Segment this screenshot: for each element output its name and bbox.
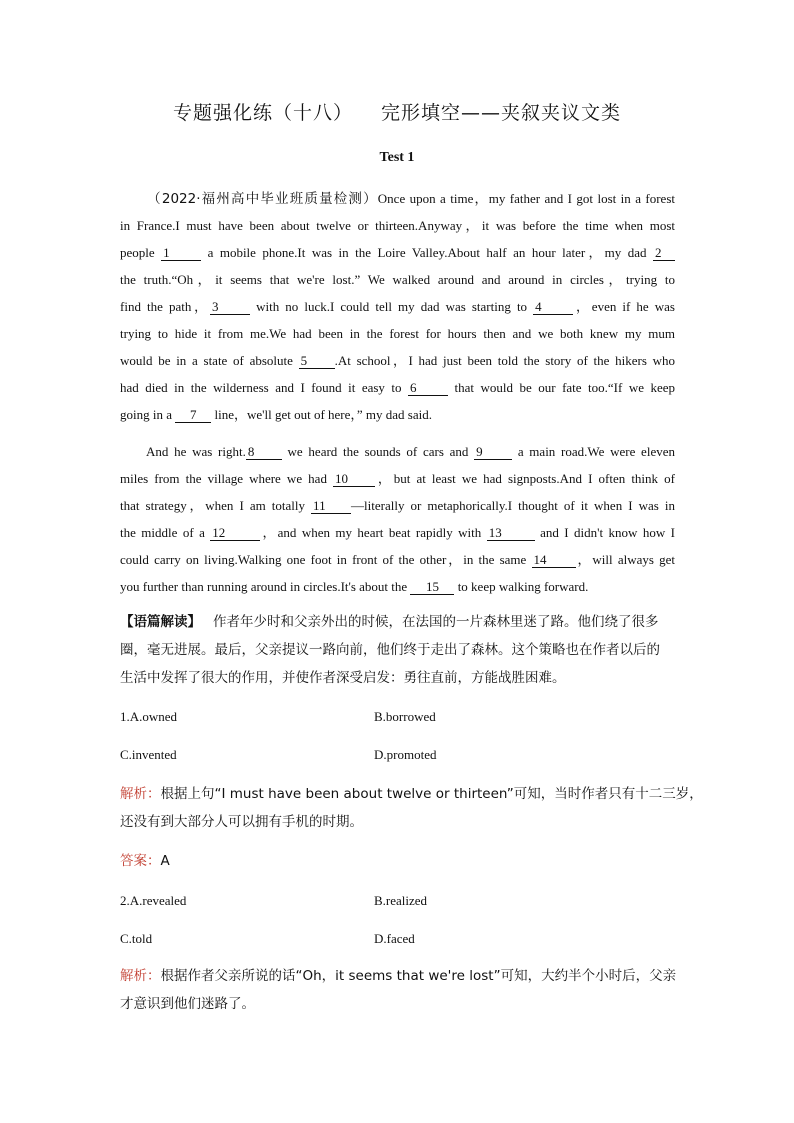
- analysis-label: 解析：: [120, 968, 161, 984]
- blank-12: 12: [210, 525, 260, 541]
- passage-line: would be in a state of absolute 5 .At school，I had just been told the story of the hikers who: [120, 353, 675, 368]
- blank-15: 15: [410, 579, 454, 595]
- source-note: （2022·福州高中毕业班质量检测）: [146, 191, 378, 207]
- passage-line: that strategy，when I am totally 11 —literally or metaphorically.I thought of it when I was in: [120, 498, 675, 513]
- option-1c: C.invented: [120, 747, 177, 762]
- passage-line: （2022·福州高中毕业班质量检测）Once upon a time，my father and I got lost in a forest: [146, 191, 675, 207]
- question-2-analysis: 解析：根据作者父亲所说的话“Oh，it seems that we're lost”可知，大约半个小时后，父亲 才意识到他们迷路了。: [120, 968, 677, 1012]
- option-1a: 1.A.owned: [120, 709, 178, 724]
- blank-1: 1: [161, 245, 201, 261]
- blank-14: 14: [532, 552, 576, 568]
- summary-label: 【语篇解读】: [120, 614, 201, 630]
- answer-label: 答案：: [120, 853, 161, 869]
- passage-line: going in a 7 line，we'll get out of here，” my dad said.: [120, 407, 433, 422]
- option-1b: B.borrowed: [374, 709, 436, 724]
- blank-4: 4: [533, 299, 573, 315]
- passage-summary: 【语篇解读】 作者年少时和父亲外出的时候，在法国的一片森林里迷了路。他们绕了很多 圈，毫无进展。最后，父亲提议一路向前，他们终于走出了森林。这个策略也在作者以后的 生活中发挥了很大的作用，并使作者深受启发：勇往直前，方能战胜困难。: [120, 614, 660, 686]
- blank-8: 8: [246, 444, 282, 460]
- passage-line: the middle of a 12 ，and when my heart beat rapidly with 13 and I didn't know how I: [120, 525, 675, 540]
- passage-line: miles from the village where we had 10 ，but at least we had signposts.And I often think of: [120, 471, 675, 486]
- option-2a: 2.A.revealed: [120, 893, 187, 908]
- title-topic: 完形填空——夹叙夹议文类: [381, 102, 622, 124]
- blank-10: 10: [333, 471, 375, 487]
- passage-line: the truth.“Oh，it seems that we're lost.” We walked around and around in circles，trying to: [120, 272, 675, 287]
- answer-value: A: [160, 853, 170, 869]
- passage-paragraph-2: [120, 438, 675, 600]
- blank-7: 7: [175, 407, 211, 423]
- option-2d: D.faced: [374, 931, 415, 946]
- passage-line: had died in the wilderness and I found it easy to 6 that would be our fate too.“If we keep: [120, 380, 675, 395]
- passage-line: And he was right. 8 we heard the sounds of cars and 9 a main road.We were eleven: [146, 444, 675, 459]
- option-1d: D.promoted: [374, 747, 437, 762]
- blank-9: 9: [474, 444, 512, 460]
- analysis-label: 解析：: [120, 786, 161, 802]
- blank-11: 11: [311, 498, 351, 514]
- title-series: 专题强化练（十八）: [172, 102, 353, 124]
- passage-paragraph-1: [120, 185, 675, 428]
- blank-13: 13: [487, 525, 535, 541]
- question-2-options: [120, 891, 680, 967]
- blank-2: 2: [653, 245, 675, 261]
- blank-3: 3: [210, 299, 250, 315]
- option-2c: C.told: [120, 931, 153, 946]
- test-heading: Test 1: [379, 150, 415, 165]
- question-1-answer: [120, 847, 680, 875]
- option-2b: B.realized: [374, 893, 428, 908]
- question-1-options: [120, 707, 680, 783]
- blank-6: 6: [408, 380, 448, 396]
- page-title: [0, 98, 794, 125]
- passage-line: could carry on living.Walking one foot in front of the other，in the same 14 ，will always get: [120, 552, 675, 567]
- passage-line: you further than running around in circles.It's about the 15 to keep walking forward.: [120, 579, 589, 594]
- question-1-analysis: 解析：根据上句“I must have been about twelve or thirteen”可知，当时作者只有十二三岁， 还没有到大部分人可以拥有手机的时期。: [120, 786, 703, 830]
- passage-line: find the path， 3 with no luck.I could tell my dad was starting to 4 ，even if he was: [120, 299, 675, 314]
- blank-5: 5: [299, 353, 335, 369]
- passage-line: in France.I must have been about twelve or thirteen.Anyway，it was before the time when most: [120, 218, 675, 233]
- passage-line: people 1 a mobile phone.It was in the Loire Valley.About half an hour later，my dad 2: [120, 239, 675, 266]
- passage-line: trying to hide it from me.We had been in the forest for hours then and we both knew my mum: [120, 326, 675, 341]
